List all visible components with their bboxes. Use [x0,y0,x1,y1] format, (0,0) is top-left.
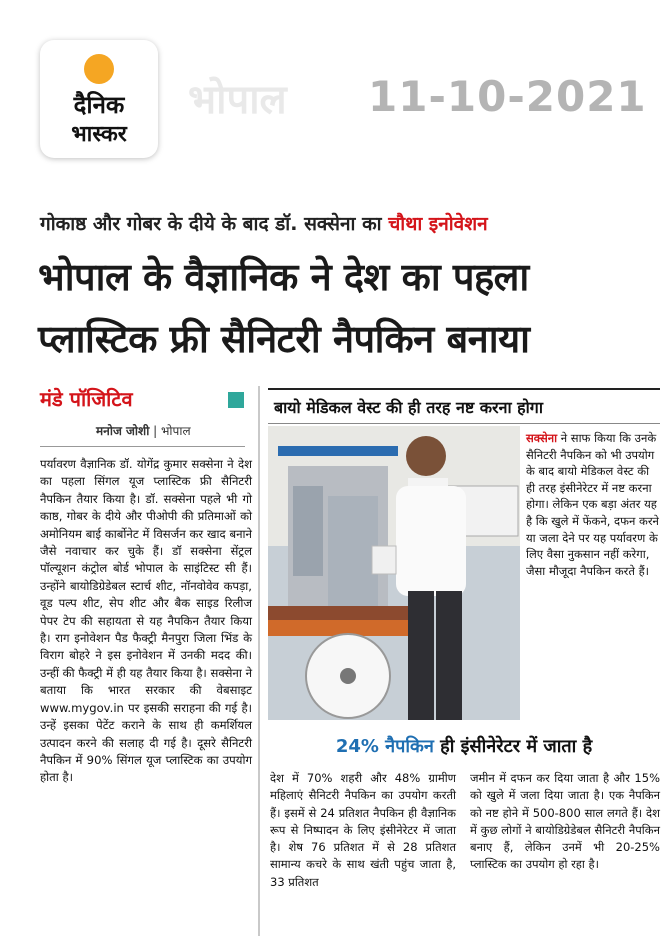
author-name: मनोज जोशी [96,424,150,438]
kicker-highlight: चौथा इनोवेशन [388,213,488,235]
kicker-text: गोकाष्ठ और गोबर के दीये के बाद डॉ. सक्सेना का [40,213,382,235]
dainik-bhaskar-logo [40,40,158,158]
article-column-1: देश में 70% शहरी और 48% ग्रामीण महिलाएं सैनिटरी नैपकिन का उपयोग करती हैं। इसमें से 24 प्रतिशत नैपकिन ही वैज्ञानिक रूप से निष्पादन के लिए इंसीनेरेटर में जाता है। शेष 76 प्रतिशत में से 28 प्रतिशत सामान्य कचरे के साथ खंती पहुंच जाता है, 33 प्रतिशत [270,771,456,889]
logo-text-line1: दैनिक [73,91,125,119]
section-label: मंडे पॉजिटिव [40,387,133,411]
photo-caption [526,430,660,579]
caption-text: ने साफ किया कि उनके सैनिटरी नैपकिन को भी उपयोग के बाद बायो मेडिकल वेस्ट की ही तरह इंसीनेरेटर में नष्ट करना होगा। लेकिन एक बड़ा अंतर यह है कि खुले में फेंकने, दफन करने या जला देने पर यह पर्यावरण के लिए वैसा नुकसान नहीं करेगा, जैसा मौजूदा नैपकिन करते हैं। [526,431,659,578]
article-column-2: जमीन में दफन कर दिया जाता है और 15% को खुले में जला दिया जाता है। एक नैपकिन को नष्ट होने में 500-800 साल लगते हैं। देश में कुछ लोगों ने बायोडिग्रेडेबल सैनिटरी नैपकिन बनाए हैं, लेकिन उनमें भी 20-25% प्लास्टिक का उपयोग हो रहा है। [470,771,660,872]
article-body-left: पर्यावरण वैज्ञानिक डॉ. योगेंद्र कुमार सक्सेना ने देश का पहला सिंगल यूज प्लास्टिक फ्री सैनिटरी नैपकिन तैयार किया है। डॉ. सक्सेना पहले भी गो काष्ठ, गोबर के दीये और पीओपी की प्रतिमाओं को अमोनियम बाई कार्बोनेट में विसर्जन कर खाद बनाने जैसे नवाचार कर चुके हैं। डॉ सक्सेना सेंट्रल पॉल्यूशन कंट्रोल बोर्ड भोपाल के साइंटिस्ट सी हैं। उन्होंने बायोडिग्रेडेबल स्टार्च शीट, नॉनवोवेव कपड़ा, वूड पल्प शीट, सेप शीट और बैक साइड रिलीज पेपर टेप की सहायता से यह नैपकिन तैयार किया है। राग इनोवेशन पैड फैक्ट्री मैनपुरा जिला भिंड के विराग बोहरे ने इस इनोवेशन में उनकी मदद की। उन्हीं की फैक्ट्री में ही यह तैयार किया है। सक्सेना ने बताया कि भारत सरकार की वेबसाइट www.mygov.in पर इसकी सराहना की गई है। उन्हें इसका पेटेंट कराने के साथ ही कमर्शियल उत्पादन करने की सलाह दी गई है। दूसरे सैनिटरी नैपकिन में 90% सिंगल यूज प्लास्टिक का उपयोग होता है। [40,457,252,785]
logo-sun-icon [84,54,114,84]
headline-line-2: प्लास्टिक फ्री सैनिटरी नैपकिन बनाया [38,317,530,361]
section-square-icon [228,392,244,408]
stat-heading [268,734,660,758]
stat-highlight: 24% नैपकिन [335,736,434,757]
byline-rule [40,446,245,447]
caption-name: सक्सेना [526,431,558,445]
edition-date: 11-10-2021 [368,72,647,121]
stat-rest: ही इंसीनेरेटर में जाता है [440,736,593,757]
byline: मनोज जोशी | भोपाल [96,424,191,438]
article-kicker [40,210,660,236]
logo-text-line2: भास्कर [71,122,127,147]
subheading: बायो मेडिकल वेस्ट की ही तरह नष्ट करना होगा [268,388,660,424]
edition-city: भोपाल [188,77,287,123]
headline-line-1: भोपाल के वैज्ञानिक ने देश का पहला [38,255,529,299]
byline-location: भोपाल [160,424,191,438]
scientist-photo [268,426,520,720]
column-divider [258,386,260,936]
